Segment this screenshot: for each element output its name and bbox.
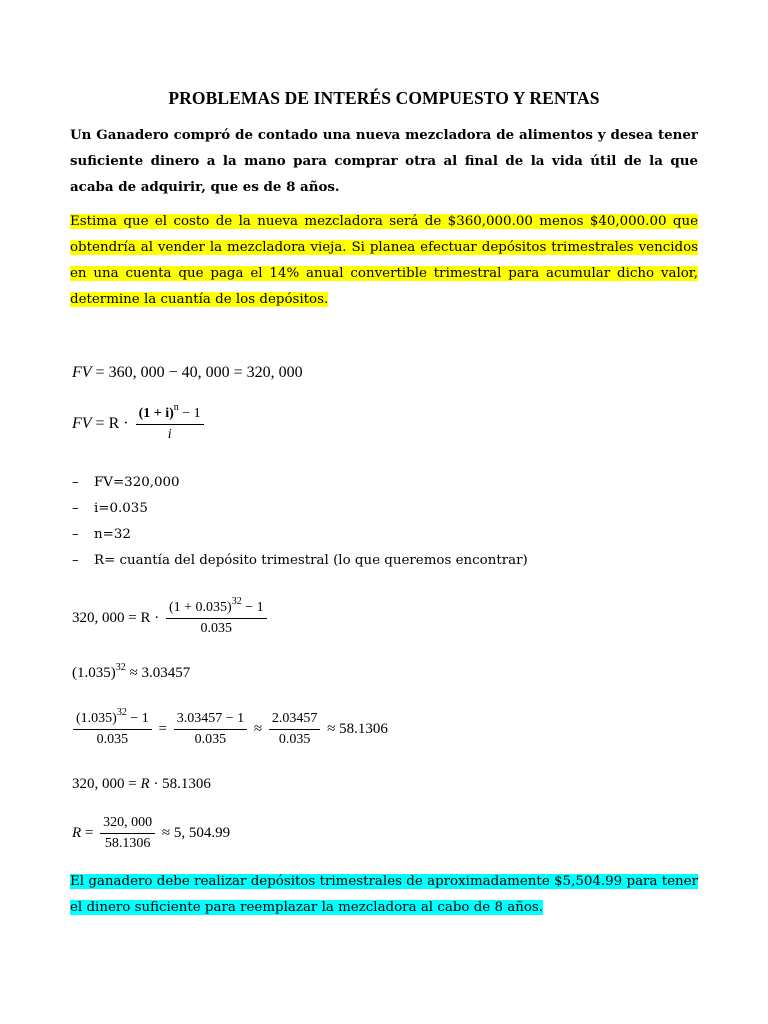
factor-approx: ≈: [253, 720, 263, 737]
formula-minus-one: − 1: [178, 406, 201, 421]
fv-symbol: FV: [72, 415, 92, 433]
substitution-denominator: 0.035: [200, 621, 233, 636]
equation-power: [72, 662, 191, 682]
substitution-lhs: 320, 000 = R ·: [72, 609, 160, 626]
factor-fraction-2: [174, 711, 247, 748]
equation-fv-value: [72, 364, 303, 382]
list-item: [72, 496, 528, 522]
factor-numerator-1: [73, 707, 152, 730]
equation-factor: [70, 707, 388, 748]
list-item-text: n=32: [94, 527, 131, 542]
factor-exponent: 32: [116, 707, 127, 718]
result-equals: =: [84, 824, 94, 841]
intro-paragraph: Un Ganadero compró de contado una nueva mezcladora de alimentos y desea tener suficiente dinero a la mano para comprar otra al final de la vida útil de la que acaba de adquirir, que es de 8 años.: [70, 127, 698, 195]
formula-numerator: [136, 402, 204, 425]
factor-fraction-3: [269, 711, 321, 748]
result-denominator: 58.1306: [104, 836, 151, 851]
substitution-minus-one: − 1: [241, 600, 264, 615]
fv-symbol: FV: [72, 364, 92, 381]
list-item: [72, 522, 528, 548]
formula-exponent: n: [173, 402, 179, 413]
list-item-text: R= cuantía del depósito trimestral (lo que queremos encontrar): [94, 553, 528, 568]
factor-minus-one: − 1: [126, 711, 149, 726]
substitution-fraction: [166, 596, 267, 637]
factor-equals: =: [158, 720, 167, 737]
conclusion-paragraph: [70, 869, 698, 921]
power-result: ≈ 3.03457: [125, 665, 191, 681]
list-item: [72, 470, 528, 496]
simplified-rhs: · 58.1306: [153, 776, 211, 792]
factor-base: (1.035): [76, 711, 117, 726]
list-dash: –: [72, 553, 79, 568]
equation-result: [72, 815, 230, 852]
list-item: [72, 548, 528, 574]
result-fraction: [100, 815, 155, 852]
factor-denominator-1: 0.035: [96, 732, 129, 747]
power-exponent: 32: [115, 662, 126, 673]
problem-text: Estima que el costo de la nueva mezcladora será de $360,000.00 menos $40,000.00 que obtendría al vender la mezcladora vieja. Si planea efectuar depósitos trimestrales vencidos en una cuenta que paga el 14% anual convertible trimestral para acumular dicho valor, determine la cuantía de los depósitos.: [70, 214, 698, 307]
result-numerator: 320, 000: [100, 815, 155, 834]
substitution-numerator: [166, 596, 267, 619]
list-dash: –: [72, 475, 79, 490]
list-dash: –: [72, 501, 79, 516]
fv-calculation: = 360, 000 − 40, 000 = 320, 000: [95, 364, 303, 381]
formula-base: (1 + i): [138, 406, 174, 421]
factor-fraction-1: [73, 707, 152, 748]
conclusion-text: El ganadero debe realizar depósitos trimestrales de aproximadamente $5,504.99 para tener el dinero suficiente para reemplazar la mezcladora al cabo de 8 años.: [70, 874, 698, 915]
problem-paragraph: [70, 209, 698, 313]
list-item-text: FV=320,000: [94, 475, 180, 490]
power-base: (1.035): [72, 665, 116, 681]
formula-den-i: i: [167, 427, 172, 442]
result-r: R: [72, 824, 82, 841]
formula-denominator: [136, 425, 204, 443]
factor-denominator-2: 0.035: [194, 732, 227, 747]
factor-denominator-3: 0.035: [278, 732, 311, 747]
equation-simplified: [72, 776, 211, 793]
list-dash: –: [72, 527, 79, 542]
substitution-exponent: 32: [231, 596, 242, 607]
formula-fraction: [136, 402, 204, 443]
factor-numerator-3: 2.03457: [269, 711, 321, 730]
simplified-r: R: [140, 776, 150, 792]
list-item-text: i=0.035: [94, 501, 148, 516]
substitution-base: (1 + 0.035): [168, 600, 232, 615]
formula-equals-r: = R ·: [95, 415, 129, 433]
equation-substitution: [72, 596, 270, 637]
factor-numerator-2: 3.03457 − 1: [174, 711, 247, 730]
simplified-lhs: 320, 000 =: [72, 776, 137, 792]
document-title: PROBLEMAS DE INTERÉS COMPUESTO Y RENTAS: [168, 88, 600, 108]
variables-list: [72, 470, 528, 574]
equation-annuity-formula: [72, 402, 207, 443]
factor-result: ≈ 58.1306: [327, 720, 388, 737]
result-value: ≈ 5, 504.99: [161, 824, 231, 841]
